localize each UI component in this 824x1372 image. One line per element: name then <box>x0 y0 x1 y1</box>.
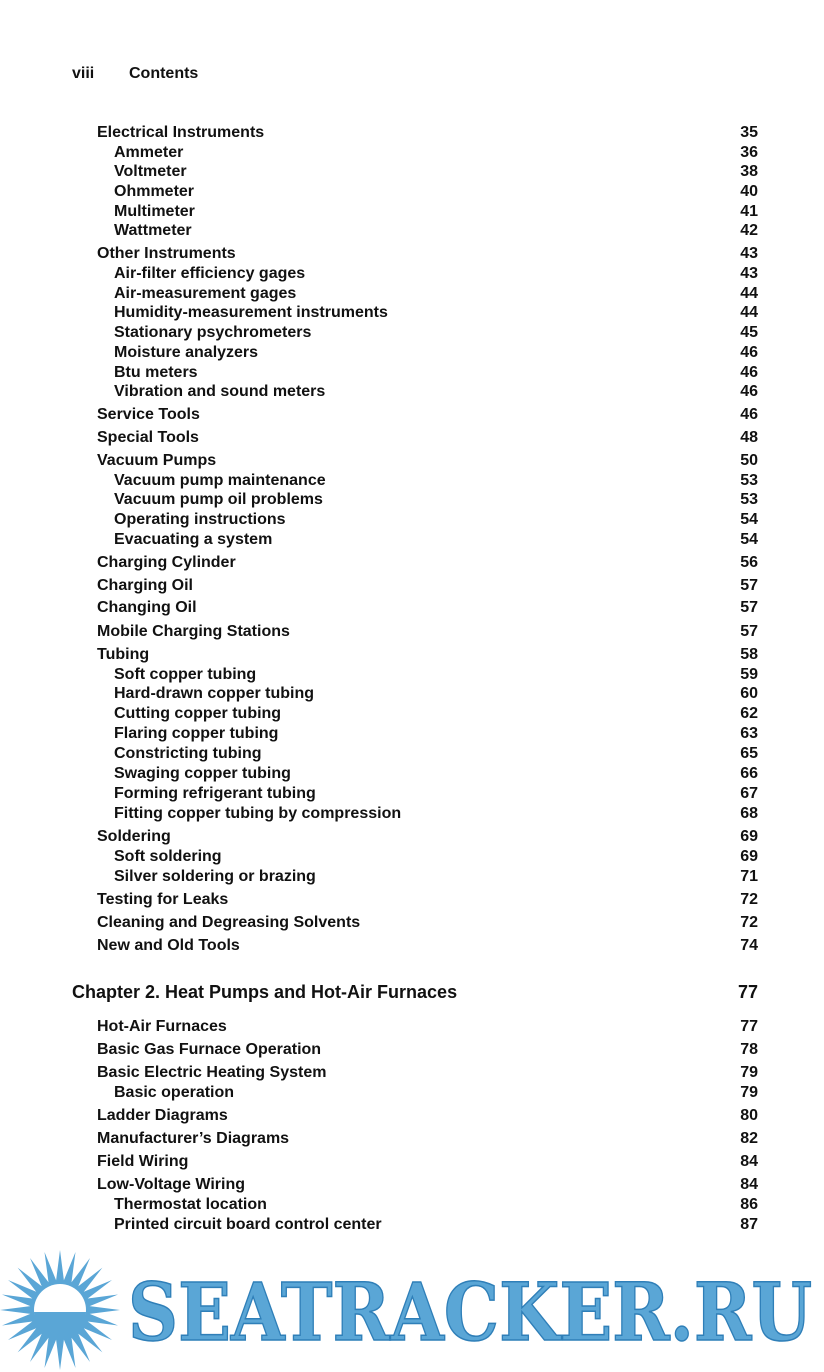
entry-page-number: 78 <box>740 1041 758 1058</box>
toc-subsection[interactable] <box>114 264 758 284</box>
entry-title: Vacuum Pumps <box>97 452 217 469</box>
toc-subsection[interactable] <box>114 704 758 724</box>
toc-section[interactable] <box>97 1129 758 1149</box>
toc-subsection[interactable] <box>114 1195 758 1215</box>
toc-subsection[interactable] <box>114 363 758 383</box>
entry-title: Printed circuit board control center <box>114 1216 382 1233</box>
toc-subsection[interactable] <box>114 343 758 363</box>
entry-page-number: 57 <box>740 599 758 616</box>
entry-title: Thermostat location <box>114 1196 267 1213</box>
entry-title: Air-measurement gages <box>114 285 297 302</box>
entry-title: Moisture analyzers <box>114 344 259 361</box>
entry-page-number: 74 <box>740 937 758 954</box>
entry-title: Wattmeter <box>114 222 192 239</box>
entry-page-number: 80 <box>740 1107 758 1124</box>
entry-title: Humidity-measurement instruments <box>114 304 388 321</box>
entry-title: Ohmmeter <box>114 183 195 200</box>
toc-section[interactable] <box>97 1106 758 1126</box>
toc-subsection[interactable] <box>114 162 758 182</box>
toc-section[interactable] <box>97 936 758 956</box>
entry-page-number: 79 <box>740 1084 758 1101</box>
entry-page-number: 41 <box>740 203 758 220</box>
entry-title: Other Instruments <box>97 245 236 262</box>
entry-page-number: 69 <box>740 828 758 845</box>
entry-title: Silver soldering or brazing <box>114 868 316 885</box>
toc-subsection[interactable] <box>114 490 758 510</box>
toc-subsection[interactable] <box>114 744 758 764</box>
entry-title: Vibration and sound meters <box>114 383 326 400</box>
entry-title: Flaring copper tubing <box>114 725 279 742</box>
toc-subsection[interactable] <box>114 143 758 163</box>
entry-page-number: 72 <box>740 914 758 931</box>
entry-title: Vacuum pump oil problems <box>114 491 323 508</box>
toc-subsection[interactable] <box>114 510 758 530</box>
entry-page-number: 42 <box>740 222 758 239</box>
entry-title: Service Tools <box>97 406 200 423</box>
toc-section[interactable] <box>97 553 758 573</box>
entry-page-number: 72 <box>740 891 758 908</box>
toc-subsection[interactable] <box>114 665 758 685</box>
entry-title: Ladder Diagrams <box>97 1107 228 1124</box>
toc-subsection[interactable] <box>114 1083 758 1103</box>
entry-title: Electrical Instruments <box>97 124 265 141</box>
entry-page-number: 82 <box>740 1130 758 1147</box>
entry-title: Cutting copper tubing <box>114 705 282 722</box>
entry-page-number: 38 <box>740 163 758 180</box>
entry-title: Vacuum pump maintenance <box>114 472 326 489</box>
entry-title: Special Tools <box>97 429 199 446</box>
toc-section[interactable] <box>97 890 758 910</box>
watermark-text: SEATRACKER.RU <box>128 1265 812 1359</box>
entry-page-number: 84 <box>740 1153 758 1170</box>
toc-subsection[interactable] <box>114 1215 758 1235</box>
entry-page-number: 57 <box>740 623 758 640</box>
toc-section[interactable] <box>97 405 758 425</box>
toc-section[interactable] <box>97 123 758 143</box>
entry-page-number: 53 <box>740 491 758 508</box>
entry-page-number: 58 <box>740 646 758 663</box>
entry-page-number: 62 <box>740 705 758 722</box>
entry-title: Voltmeter <box>114 163 187 180</box>
entry-title: Field Wiring <box>97 1153 189 1170</box>
entry-title: Btu meters <box>114 364 198 381</box>
toc-subsection[interactable] <box>114 784 758 804</box>
entry-title: Soldering <box>97 828 171 845</box>
toc-section[interactable] <box>97 827 758 847</box>
toc-section[interactable] <box>97 1040 758 1060</box>
entry-page-number: 66 <box>740 765 758 782</box>
entry-page-number: 43 <box>740 245 758 262</box>
entry-page-number: 35 <box>740 124 758 141</box>
toc-section[interactable] <box>97 428 758 448</box>
entry-title: Charging Oil <box>97 577 193 594</box>
entry-title: Air-filter efficiency gages <box>114 265 306 282</box>
entry-title: Multimeter <box>114 203 195 220</box>
entry-title: Hard-drawn copper tubing <box>114 685 314 702</box>
toc-subsection[interactable] <box>114 182 758 202</box>
toc-subsection[interactable] <box>114 847 758 867</box>
toc-section[interactable] <box>97 1063 758 1083</box>
toc-subsection[interactable] <box>114 202 758 222</box>
entry-title: Operating instructions <box>114 511 286 528</box>
entry-title: Cleaning and Degreasing Solvents <box>97 914 361 931</box>
entry-page-number: 46 <box>740 344 758 361</box>
toc-section[interactable] <box>97 598 758 618</box>
entry-page-number: 53 <box>740 472 758 489</box>
toc-section[interactable] <box>97 576 758 596</box>
page-number: viii <box>72 65 95 82</box>
entry-title: Mobile Charging Stations <box>97 623 290 640</box>
entry-title: Swaging copper tubing <box>114 765 291 782</box>
entry-page-number: 60 <box>740 685 758 702</box>
toc-section[interactable] <box>97 1175 758 1195</box>
entry-title: Soft copper tubing <box>114 666 257 683</box>
entry-title: Evacuating a system <box>114 531 273 548</box>
toc-subsection[interactable] <box>114 724 758 744</box>
entry-title: Soft soldering <box>114 848 222 865</box>
toc-subsection[interactable] <box>114 284 758 304</box>
toc-section[interactable] <box>97 1152 758 1172</box>
entry-title: Constricting tubing <box>114 745 262 762</box>
watermark-graphic <box>0 1248 824 1372</box>
entry-title: Basic operation <box>114 1084 235 1101</box>
entry-title: Ammeter <box>114 144 184 161</box>
sun-logo-icon <box>0 1250 120 1370</box>
entry-page-number: 86 <box>740 1196 758 1213</box>
entry-page-number: 71 <box>740 868 758 885</box>
entry-page-number: 54 <box>740 511 758 528</box>
entry-page-number: 44 <box>740 304 758 321</box>
entry-title: Forming refrigerant tubing <box>114 785 316 802</box>
entry-page-number: 84 <box>740 1176 758 1193</box>
entry-page-number: 65 <box>740 745 758 762</box>
toc-subsection[interactable] <box>114 221 758 241</box>
chapter-heading[interactable] <box>72 980 758 1004</box>
entry-page-number: 50 <box>740 452 758 469</box>
entry-page-number: 87 <box>740 1216 758 1233</box>
toc-section[interactable] <box>97 913 758 933</box>
running-header <box>72 64 198 84</box>
entry-page-number: 46 <box>740 406 758 423</box>
entry-page-number: 36 <box>740 144 758 161</box>
toc-section[interactable] <box>97 622 758 642</box>
toc-subsection[interactable] <box>114 530 758 550</box>
entry-page-number: 43 <box>740 265 758 282</box>
entry-page-number: 48 <box>740 429 758 446</box>
toc-subsection[interactable] <box>114 764 758 784</box>
entry-page-number: 67 <box>740 785 758 802</box>
toc-section[interactable] <box>97 451 758 471</box>
entry-title: Charging Cylinder <box>97 554 236 571</box>
entry-title: Hot-Air Furnaces <box>97 1018 227 1035</box>
entry-title: Fitting copper tubing by compression <box>114 805 402 822</box>
toc-subsection[interactable] <box>114 684 758 704</box>
entry-page-number: 77 <box>740 1018 758 1035</box>
entry-page-number: 56 <box>740 554 758 571</box>
entry-title: Basic Gas Furnace Operation <box>97 1041 322 1058</box>
entry-page-number: 59 <box>740 666 758 683</box>
entry-page-number: 54 <box>740 531 758 548</box>
entry-page-number: 63 <box>740 725 758 742</box>
entry-title: New and Old Tools <box>97 937 240 954</box>
entry-page-number: 79 <box>740 1064 758 1081</box>
entry-title: Stationary psychrometers <box>114 324 312 341</box>
entry-title: Changing Oil <box>97 599 197 616</box>
page-title: Contents <box>129 65 199 82</box>
entry-page-number: 44 <box>740 285 758 302</box>
entry-page-number: 45 <box>740 324 758 341</box>
entry-title: Testing for Leaks <box>97 891 229 908</box>
toc-subsection[interactable] <box>114 303 758 323</box>
entry-page-number: 69 <box>740 848 758 865</box>
toc-subsection[interactable] <box>114 382 758 402</box>
toc-subsection[interactable] <box>114 867 758 887</box>
entry-page-number: 68 <box>740 805 758 822</box>
entry-page-number: 77 <box>737 982 758 1002</box>
entry-title: Low-Voltage Wiring <box>97 1176 245 1193</box>
toc-section[interactable] <box>97 244 758 264</box>
watermark <box>0 1248 824 1372</box>
entry-page-number: 46 <box>740 383 758 400</box>
toc-subsection[interactable] <box>114 323 758 343</box>
toc-section[interactable] <box>97 645 758 665</box>
entry-page-number: 46 <box>740 364 758 381</box>
toc-section[interactable] <box>97 1017 758 1037</box>
entry-title: Tubing <box>97 646 150 663</box>
entry-page-number: 40 <box>740 183 758 200</box>
toc-subsection[interactable] <box>114 804 758 824</box>
entry-title: Chapter 2. Heat Pumps and Hot-Air Furnaces <box>72 982 458 1002</box>
entry-title: Manufacturer’s Diagrams <box>97 1130 290 1147</box>
entry-title: Basic Electric Heating System <box>97 1064 327 1081</box>
entry-page-number: 57 <box>740 577 758 594</box>
toc-subsection[interactable] <box>114 471 758 491</box>
